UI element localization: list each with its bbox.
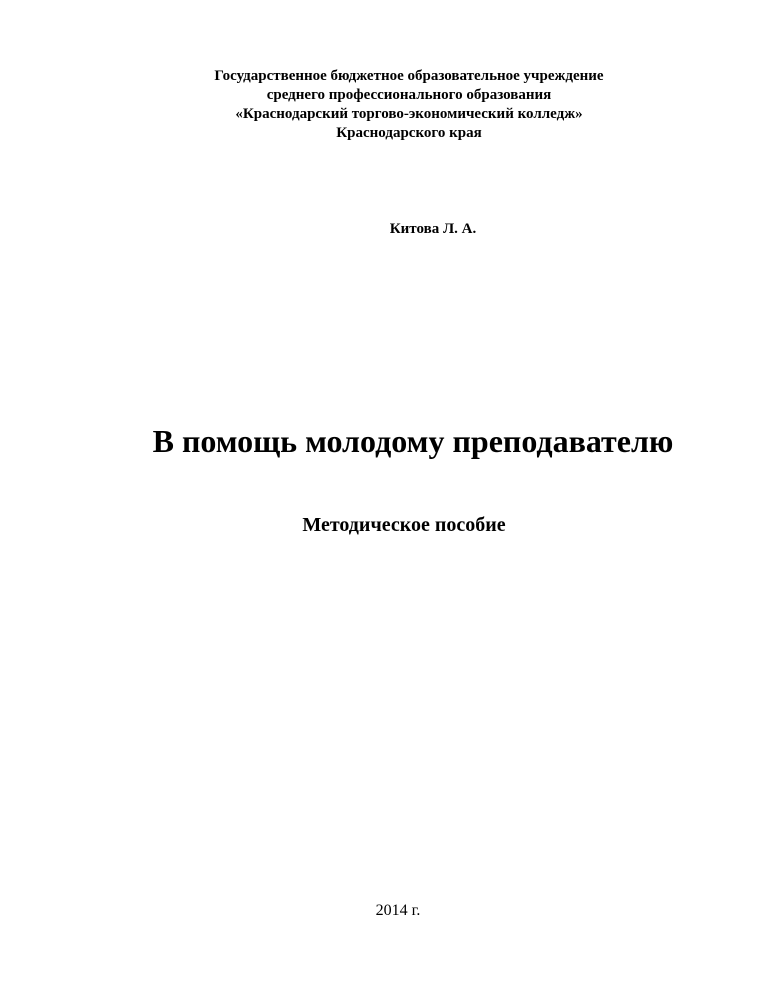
institution-line: «Краснодарский торгово-экономический колледж» <box>235 106 583 122</box>
document-subtitle: Методическое пособие <box>302 514 506 536</box>
institution-header <box>0 67 768 143</box>
author-name: Китова Л. А. <box>389 221 477 237</box>
institution-line: Краснодарского края <box>336 125 482 141</box>
institution-line: среднего профессионального образования <box>266 87 552 103</box>
document-title: В помощь молодому преподавателю <box>152 423 674 459</box>
institution-line: Государственное бюджетное образовательное учреждение <box>214 68 604 84</box>
publication-year: 2014 г. <box>375 902 421 919</box>
